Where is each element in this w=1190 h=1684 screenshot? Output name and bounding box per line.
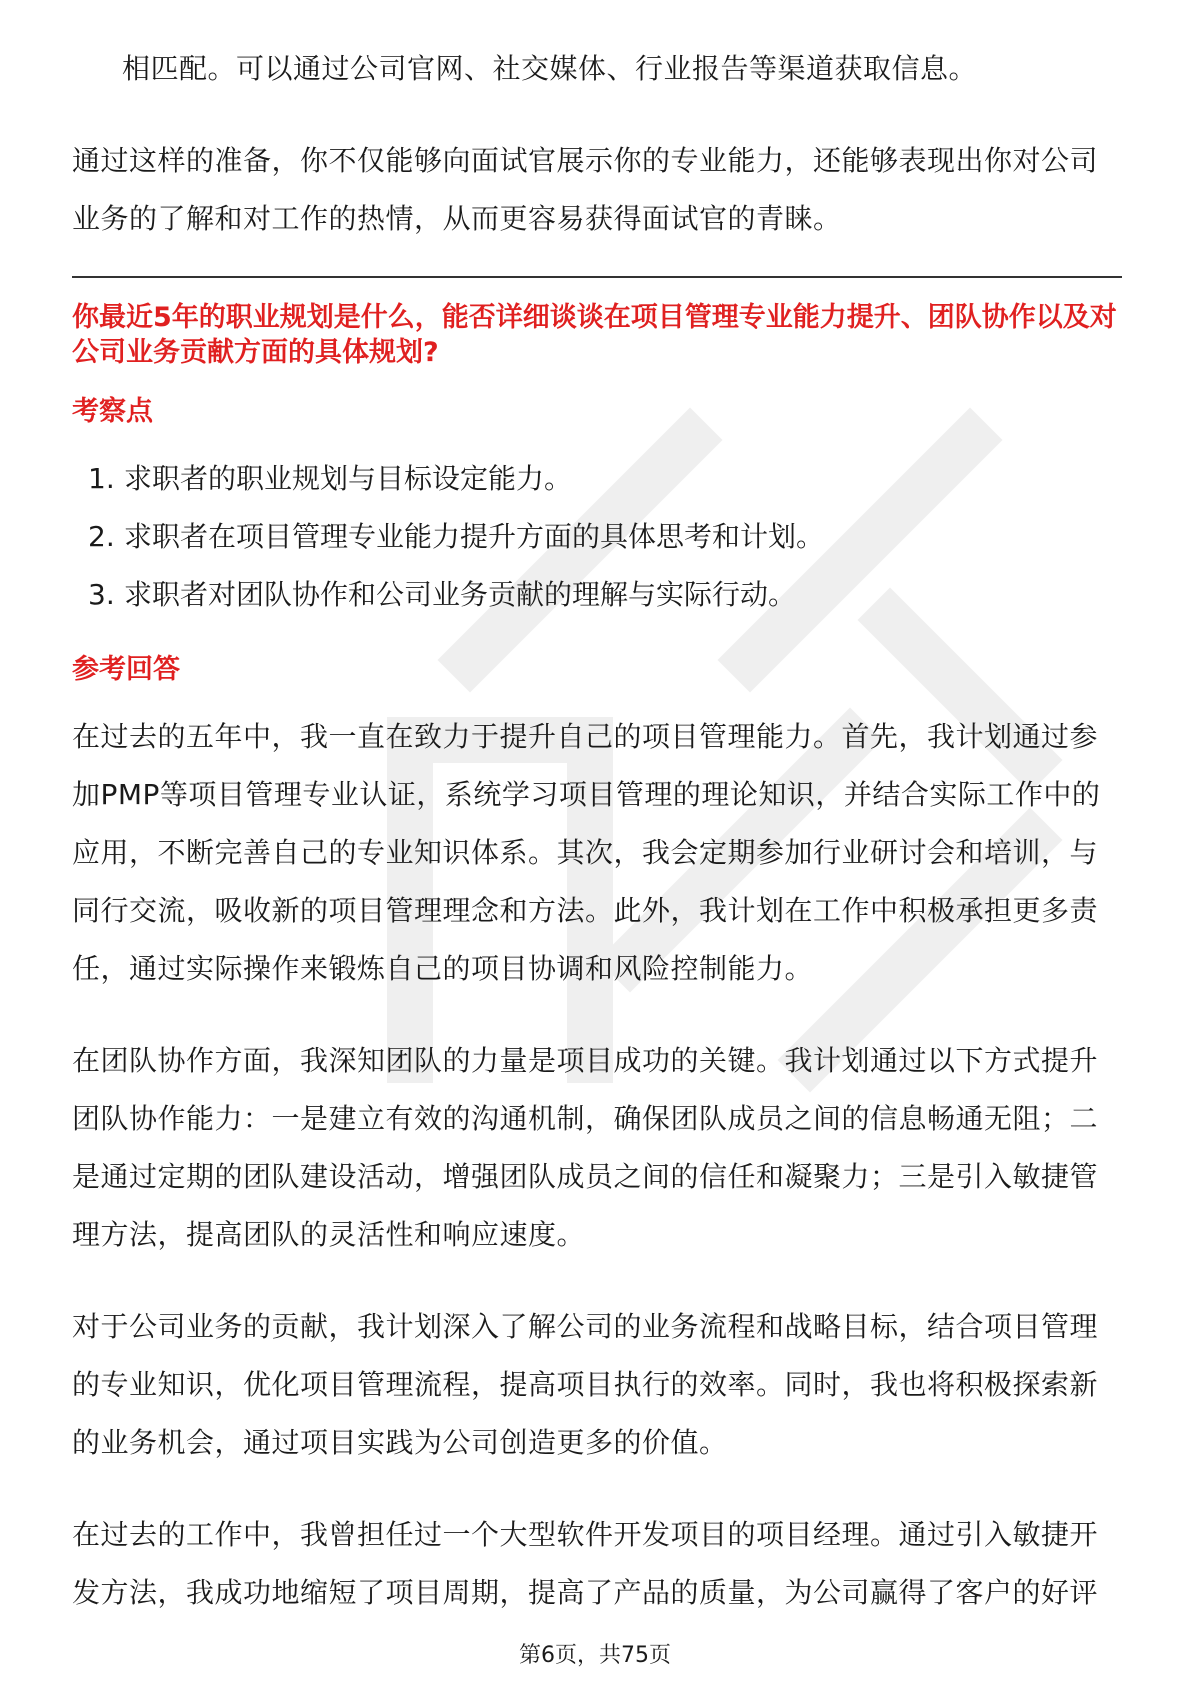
answer-paragraph: 在过去的工作中，我曾担任过一个大型软件开发项目的项目经理。通过引入敏捷开发方法，我成功地缩短了项目周期，提高了产品的质量，为公司赢得了客户的好评 [72,1518,1099,1609]
list-item-number: 3. [88,578,115,611]
answer-paragraph: 在过去的五年中，我一直在致力于提升自己的项目管理能力。首先，我计划通过参加PMP等项目管理专业认证，系统学习项目管理的理论知识，并结合实际工作中的应用，不断完善自己的专业知识体系。其次，我会定期参加行业研讨会和培训，与同行交流，吸收新的项目管理理念和方法。此外，我计划在工作中积极承担更多责任，通过实际操作来锻炼自己的项目协调和风险控制能力。 [72,720,1101,985]
content-area [72,40,1122,1622]
list-item-number: 1. [88,462,115,495]
list-item-text: 求职者对团队协作和公司业务贡献的理解与实际行动。 [124,578,797,611]
list-item-text: 求职者在项目管理专业能力提升方面的具体思考和计划。 [124,520,825,553]
interview-question: 你最近5年的职业规划是什么，能否详细谈谈在项目管理专业能力提升、团队协作以及对公司业务贡献方面的具体规划? [72,302,1117,368]
list-item [88,450,1122,508]
section-divider [72,276,1122,278]
intro-paragraph: 通过这样的准备，你不仅能够向面试官展示你的专业能力，还能够表现出你对公司业务的了解和对工作的热情，从而更容易获得面试官的青睐。 [72,144,1099,235]
list-item [88,508,1122,566]
answer-paragraph: 在团队协作方面，我深知团队的力量是项目成功的关键。我计划通过以下方式提升团队协作能力：一是建立有效的沟通机制，确保团队成员之间的信息畅通无阻；二是通过定期的团队建设活动，增强团队成员之间的信任和凝聚力；三是引入敏捷管理方法，提高团队的灵活性和响应速度。 [72,1044,1099,1251]
list-item [88,566,1122,624]
assessment-heading: 考察点 [72,396,153,427]
answer-paragraph: 对于公司业务的贡献，我计划深入了解公司的业务流程和战略目标，结合项目管理的专业知识，优化项目管理流程，提高项目执行的效率。同时，我也将积极探索新的业务机会，通过项目实践为公司创造更多的价值。 [72,1310,1099,1459]
list-item-number: 2. [88,520,115,553]
previous-paragraph-tail: 相匹配。可以通过公司官网、社交媒体、行业报告等渠道获取信息。 [122,52,978,85]
list-item-text: 求职者的职业规划与目标设定能力。 [124,462,573,495]
assessment-points-list [72,450,1122,624]
page-number-footer: 第6页，共75页 [519,1643,671,1668]
answer-heading: 参考回答 [72,654,180,685]
